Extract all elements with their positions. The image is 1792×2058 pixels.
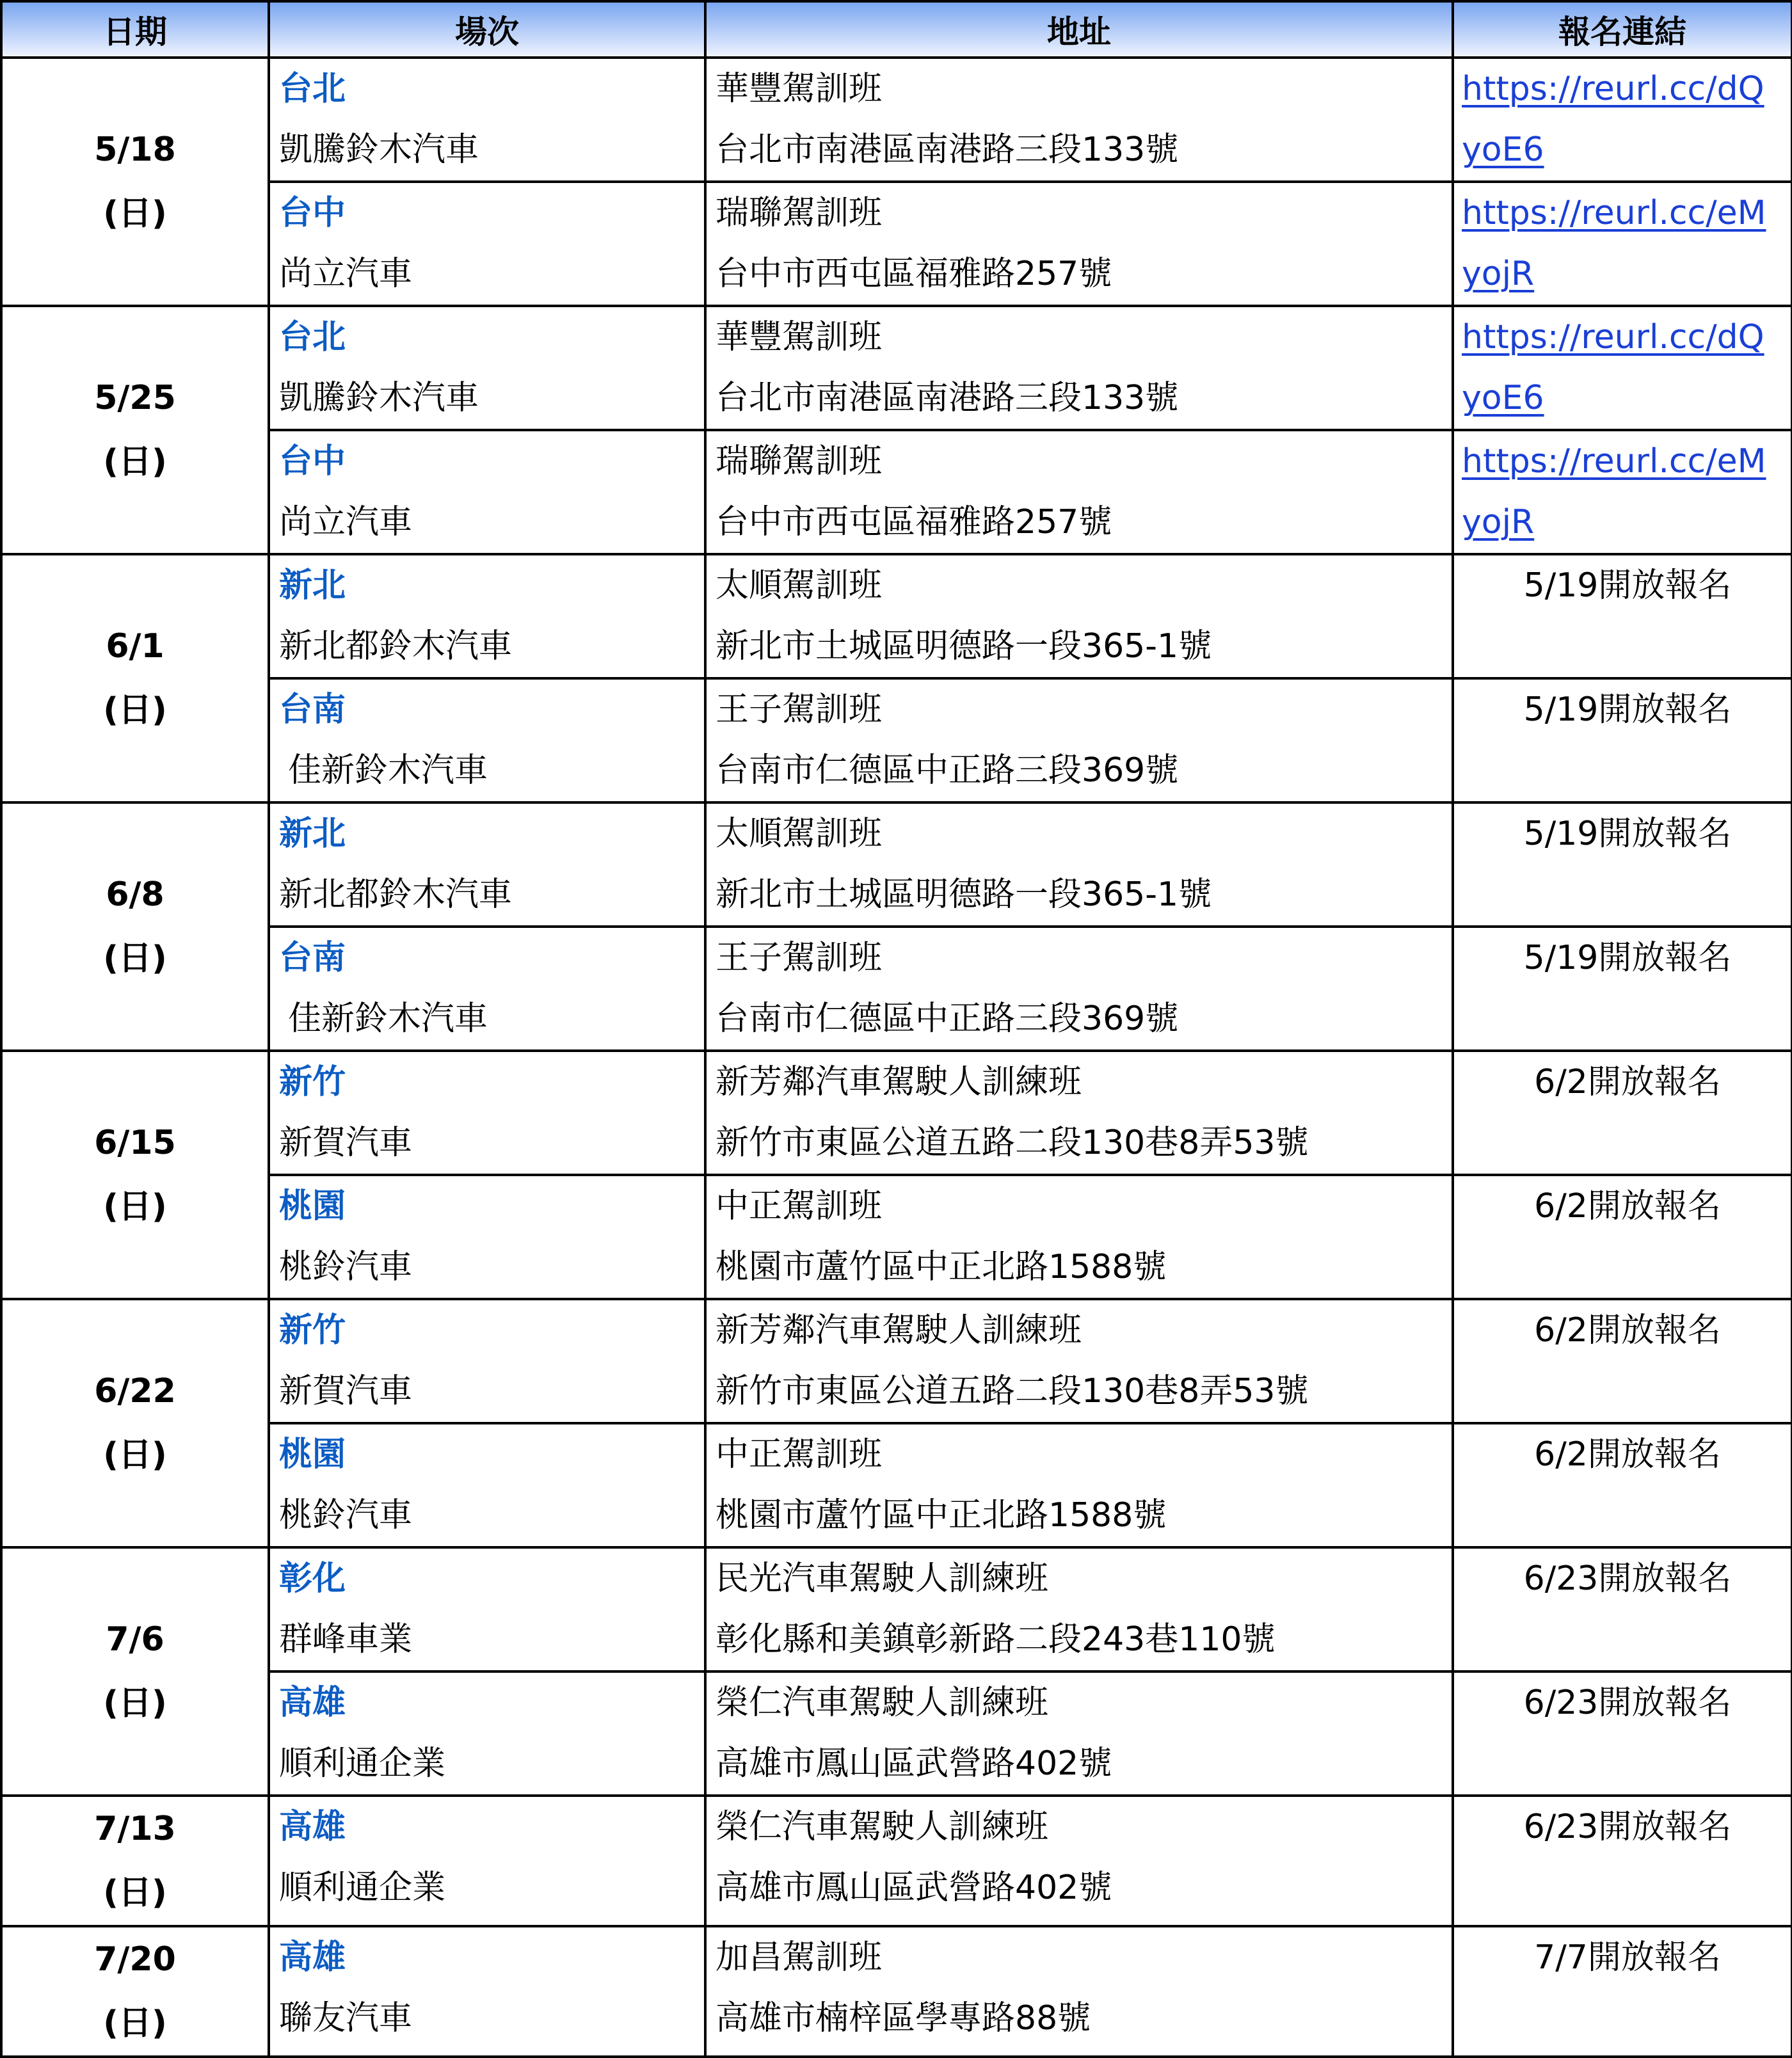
address-text: 新北市土城區明德路一段365-1號	[716, 875, 1212, 914]
address-text: 新竹市東區公道五路二段130巷8弄53號	[716, 1372, 1309, 1410]
address-text: 台北市南港區南港路三段133號	[716, 379, 1179, 417]
signup-link[interactable]: https://reurl.cc/eM	[1462, 194, 1766, 232]
driving-school-name: 華豐駕訓班	[716, 318, 883, 356]
dealer-name: 凱騰鈴木汽車	[279, 379, 479, 417]
dealer-name: 新北都鈴木汽車	[279, 627, 513, 666]
signup-link[interactable]: yojR	[1462, 503, 1535, 541]
dealer-name: 新賀汽車	[279, 1124, 413, 1162]
signup-open-date: 5/19開放報名	[1523, 939, 1732, 977]
signup-open-date: 5/19開放報名	[1523, 815, 1732, 853]
signup-open-date: 6/2開放報名	[1534, 1435, 1721, 1474]
address-text: 高雄市鳳山區武營路402號	[716, 1869, 1112, 1907]
driving-school-name: 瑞聯駕訓班	[716, 194, 883, 232]
date-cell	[1, 306, 269, 554]
signup-link-cell	[1453, 430, 1792, 554]
address-cell	[705, 1796, 1453, 1926]
address-text: 台中市西屯區福雅路257號	[716, 503, 1112, 541]
table-row	[1, 1051, 1792, 1175]
dealer-name: 尚立汽車	[279, 503, 413, 541]
dealer-name: 順利通企業	[279, 1744, 446, 1783]
table-row	[1, 1796, 1792, 1926]
signup-open-date: 6/23開放報名	[1523, 1559, 1732, 1598]
signup-link[interactable]: yoE6	[1462, 379, 1544, 417]
signup-open-date-cell	[1453, 927, 1792, 1051]
address-text: 台中市西屯區福雅路257號	[716, 255, 1112, 293]
address-cell	[705, 58, 1453, 182]
signup-open-date: 5/19開放報名	[1523, 566, 1732, 605]
table-row	[1, 58, 1792, 182]
signup-link-cell	[1453, 306, 1792, 430]
dealer-name: 桃鈴汽車	[279, 1496, 413, 1535]
table-row	[1, 1926, 1792, 2057]
table-row	[1, 1423, 1792, 1547]
venue-cell	[269, 1051, 705, 1175]
table-row	[1, 927, 1792, 1051]
signup-open-date: 6/2開放報名	[1534, 1063, 1721, 1101]
city-name: 台南	[279, 939, 346, 977]
header-row	[1, 1, 1792, 58]
signup-open-date-cell	[1453, 1051, 1792, 1175]
venue-cell	[269, 430, 705, 554]
city-name: 新竹	[279, 1063, 346, 1101]
table-row	[1, 1175, 1792, 1299]
venue-cell	[269, 182, 705, 306]
weekday-label: (日)	[103, 691, 167, 730]
address-cell	[705, 678, 1453, 802]
weekday-label: (日)	[103, 1684, 167, 1723]
venue-cell	[269, 58, 705, 182]
signup-link[interactable]: https://reurl.cc/dQ	[1462, 70, 1764, 108]
city-name: 桃園	[279, 1187, 346, 1225]
driving-school-name: 新芳鄰汽車駕駛人訓練班	[716, 1311, 1082, 1350]
address-cell	[705, 306, 1453, 430]
signup-open-date: 6/23開放報名	[1523, 1684, 1732, 1722]
dealer-name: 桃鈴汽車	[279, 1248, 413, 1286]
signup-open-date: 6/2開放報名	[1534, 1311, 1721, 1350]
table-row	[1, 430, 1792, 554]
signup-open-date-cell	[1453, 1175, 1792, 1299]
signup-link[interactable]: https://reurl.cc/eM	[1462, 442, 1766, 481]
driving-school-name: 華豐駕訓班	[716, 70, 883, 108]
venue-cell	[269, 927, 705, 1051]
dealer-name: 群峰車業	[279, 1620, 413, 1659]
signup-open-date-cell	[1453, 1926, 1792, 2057]
address-cell	[705, 1926, 1453, 2057]
weekday-label: (日)	[103, 2004, 167, 2043]
dealer-name: 尚立汽車	[279, 255, 413, 293]
table-row	[1, 554, 1792, 678]
date-label: 5/18	[94, 131, 176, 169]
venue-cell	[269, 678, 705, 802]
dealer-name: 凱騰鈴木汽車	[279, 131, 479, 169]
address-text: 彰化縣和美鎮彰新路二段243巷110號	[716, 1620, 1276, 1659]
date-cell	[1, 554, 269, 802]
signup-open-date: 5/19開放報名	[1523, 690, 1732, 729]
signup-link-cell	[1453, 58, 1792, 182]
city-name: 台南	[279, 690, 346, 729]
venue-cell	[269, 554, 705, 678]
address-text: 台南市仁德區中正路三段369號	[716, 751, 1179, 790]
venue-cell	[269, 1175, 705, 1299]
table-row	[1, 1547, 1792, 1671]
address-text: 桃園市蘆竹區中正北路1588號	[716, 1248, 1167, 1286]
address-text: 新竹市東區公道五路二段130巷8弄53號	[716, 1124, 1309, 1162]
venue-cell	[269, 1423, 705, 1547]
driving-school-name: 民光汽車駕駛人訓練班	[716, 1559, 1049, 1598]
signup-open-date-cell	[1453, 554, 1792, 678]
city-name: 台中	[279, 194, 346, 232]
weekday-label: (日)	[103, 1874, 167, 1912]
venue-cell	[269, 1547, 705, 1671]
city-name: 高雄	[279, 1684, 346, 1722]
venue-cell	[269, 306, 705, 430]
signup-link[interactable]: https://reurl.cc/dQ	[1462, 318, 1764, 356]
address-cell	[705, 1671, 1453, 1796]
venue-cell	[269, 1671, 705, 1796]
schedule-body	[1, 58, 1792, 2057]
dealer-name: 新北都鈴木汽車	[279, 875, 513, 914]
date-cell	[1, 58, 269, 306]
header-signup-link: 報名連結	[1453, 1, 1792, 58]
address-cell	[705, 802, 1453, 927]
date-label: 7/20	[94, 1940, 176, 1979]
weekday-label: (日)	[103, 195, 167, 233]
driving-school-name: 瑞聯駕訓班	[716, 442, 883, 481]
table-row	[1, 802, 1792, 927]
address-text: 台南市仁德區中正路三段369號	[716, 1000, 1179, 1038]
table-row	[1, 1671, 1792, 1796]
signup-open-date-cell	[1453, 1796, 1792, 1926]
signup-open-date: 6/23開放報名	[1523, 1808, 1732, 1846]
driving-school-name: 太順駕訓班	[716, 815, 883, 853]
address-cell	[705, 1051, 1453, 1175]
address-cell	[705, 1423, 1453, 1547]
header-address: 地址	[705, 1, 1453, 58]
venue-cell	[269, 1796, 705, 1926]
address-cell	[705, 430, 1453, 554]
city-name: 新竹	[279, 1311, 346, 1350]
signup-open-date: 6/2開放報名	[1534, 1187, 1721, 1225]
date-cell	[1, 1796, 269, 1926]
date-label: 5/25	[94, 379, 176, 417]
weekday-label: (日)	[103, 443, 167, 481]
address-cell	[705, 927, 1453, 1051]
address-cell	[705, 1299, 1453, 1423]
city-name: 台北	[279, 318, 346, 356]
address-text: 高雄市楠梓區學專路88號	[716, 1999, 1091, 2038]
signup-open-date: 7/7開放報名	[1534, 1938, 1721, 1977]
table-row	[1, 182, 1792, 306]
weekday-label: (日)	[103, 939, 167, 978]
driving-school-name: 中正駕訓班	[716, 1435, 883, 1474]
date-cell	[1, 1051, 269, 1299]
driving-school-name: 太順駕訓班	[716, 566, 883, 605]
driving-school-name: 榮仁汽車駕駛人訓練班	[716, 1808, 1049, 1846]
driving-school-name: 中正駕訓班	[716, 1187, 883, 1225]
city-name: 台北	[279, 70, 346, 108]
date-label: 6/1	[106, 627, 164, 666]
city-name: 新北	[279, 815, 346, 853]
city-name: 新北	[279, 566, 346, 605]
driving-school-name: 王子駕訓班	[716, 690, 883, 729]
date-label: 6/15	[94, 1124, 176, 1162]
dealer-name: 新賀汽車	[279, 1372, 413, 1410]
date-cell	[1, 802, 269, 1051]
date-label: 6/8	[106, 875, 164, 914]
date-cell	[1, 1926, 269, 2057]
driving-school-name: 新芳鄰汽車駕駛人訓練班	[716, 1063, 1082, 1101]
signup-open-date-cell	[1453, 1671, 1792, 1796]
venue-cell	[269, 1926, 705, 2057]
city-name: 彰化	[279, 1559, 346, 1598]
driving-school-name: 榮仁汽車駕駛人訓練班	[716, 1684, 1049, 1722]
address-cell	[705, 1175, 1453, 1299]
dealer-name: 順利通企業	[279, 1869, 446, 1907]
signup-open-date-cell	[1453, 1299, 1792, 1423]
city-name: 高雄	[279, 1808, 346, 1846]
table-row	[1, 306, 1792, 430]
address-cell	[705, 182, 1453, 306]
header-session: 場次	[269, 1, 705, 58]
address-text: 高雄市鳳山區武營路402號	[716, 1744, 1112, 1783]
table-row	[1, 678, 1792, 802]
signup-open-date-cell	[1453, 802, 1792, 927]
address-text: 新北市土城區明德路一段365-1號	[716, 627, 1212, 666]
city-name: 台中	[279, 442, 346, 481]
signup-open-date-cell	[1453, 1423, 1792, 1547]
weekday-label: (日)	[103, 1188, 167, 1226]
driving-school-name: 王子駕訓班	[716, 939, 883, 977]
dealer-name: 佳新鈴木汽車	[288, 1000, 488, 1038]
weekday-label: (日)	[103, 1436, 167, 1474]
driving-school-name: 加昌駕訓班	[716, 1938, 883, 1977]
signup-open-date-cell	[1453, 678, 1792, 802]
city-name: 高雄	[279, 1938, 346, 1977]
date-label: 7/6	[106, 1620, 164, 1659]
address-cell	[705, 1547, 1453, 1671]
address-text: 台北市南港區南港路三段133號	[716, 131, 1179, 169]
venue-cell	[269, 1299, 705, 1423]
signup-link[interactable]: yojR	[1462, 255, 1535, 293]
address-text: 桃園市蘆竹區中正北路1588號	[716, 1496, 1167, 1535]
signup-link[interactable]: yoE6	[1462, 131, 1544, 169]
address-cell	[705, 554, 1453, 678]
venue-cell	[269, 802, 705, 927]
table-row	[1, 1299, 1792, 1423]
header-date: 日期	[1, 1, 269, 58]
date-label: 7/13	[94, 1810, 176, 1848]
dealer-name: 聯友汽車	[279, 1999, 413, 2038]
city-name: 桃園	[279, 1435, 346, 1474]
date-cell	[1, 1547, 269, 1796]
date-label: 6/22	[94, 1372, 176, 1410]
dealer-name: 佳新鈴木汽車	[288, 751, 488, 790]
date-cell	[1, 1299, 269, 1547]
signup-link-cell	[1453, 182, 1792, 306]
signup-open-date-cell	[1453, 1547, 1792, 1671]
